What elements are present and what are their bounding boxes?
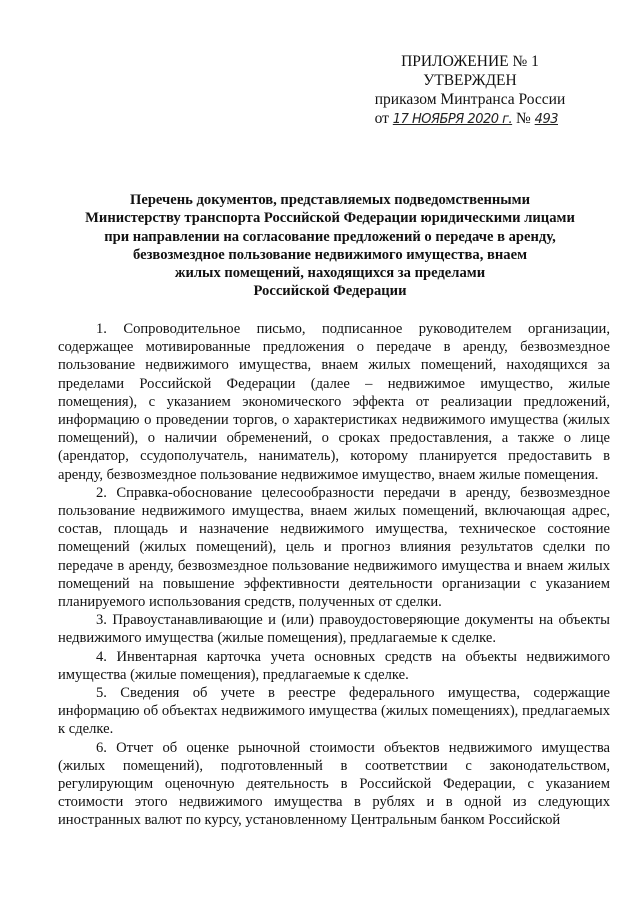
document-title (60, 191, 600, 301)
title-line: безвозмездное пользование недвижимого имущества, внаем (132, 246, 528, 263)
order-label: приказом Минтранса России (374, 91, 566, 108)
paragraph-4: 4. Инвентарная карточка учета основных средств на объекты недвижимого имущества (жилые помещения), предлагаемые к сделке. (58, 648, 610, 683)
paragraph-5: 5. Сведения об учете в реестре федерального имущества, содержащие информацию об объектах недвижимого имущества (жилых помещениях), предлагаемых к сделке. (58, 685, 610, 738)
order-date-line (360, 109, 580, 129)
document-body (58, 320, 610, 830)
date-prefix: от (374, 110, 389, 127)
paragraph-2: 2. Справка-обоснование целесообразности передачи в аренду, безвозмездное пользование недвижимого имущества, внаем жилых помещений, включающая адрес, состав, площадь и назначение недвижимого имущества, техническое состояние помещений (жилых помещений), цель и прогноз влияния результатов сделки по передаче в аренду, безвозмездное пользование недвижимого имущества и внаем жилых помещений на повышение эффективности деятельности организации с указанием планируемого использования средств, полученных от сделки. (58, 484, 610, 611)
paragraph-3: 3. Правоустанавливающие и (или) правоудостоверяющие документы на объекты недвижимого имущества (жилые помещения), предлагаемые к сделке. (58, 612, 610, 647)
approved-label: УТВЕРЖДЕН (423, 72, 517, 89)
title-line: Министерству транспорта Российской Федерации юридическими лицами (85, 210, 575, 227)
paragraph-1: 1. Сопроводительное письмо, подписанное руководителем организации, содержащее мотивированные предложения о передаче в аренду, безвозмездное пользование недвижимого имущества, внаем жилых помещений, находящихся за пределами Российской Федерации (далее – недвижимое имущество, жилые помещения), с указанием экономического эффекта от реализации предложений, информацию о проведении торгов, о характеристиках недвижимого имущества (жилых помещений), о наличии обременений, о сроках предоставления, а также о лице (арендатор, ссудополучатель, наниматель), которому планируется предоставить в аренду, безвозмездное пользование недвижимое имущество, внаем жилые помещения. (58, 321, 610, 483)
handwritten-date: 17 НОЯБРЯ 2020 г. (392, 112, 513, 127)
approval-header (360, 52, 580, 129)
appendix-label: ПРИЛОЖЕНИЕ № 1 (401, 53, 539, 70)
title-line: Перечень документов, представляемых подведомственными (129, 192, 531, 208)
title-line: при направлении на согласование предложений о передаче в аренду, (104, 228, 556, 245)
title-line: жилых помещений, находящихся за пределами (174, 265, 486, 282)
number-prefix: № (516, 110, 531, 127)
title-line: Российской Федерации (253, 283, 407, 300)
paragraph-6: 6. Отчет об оценке рыночной стоимости объектов недвижимого имущества (жилых помещений), подготовленный в соответствии с законодательством, регулирующим оценочную деятельность в Российской Федерации, с указанием стоимости этого недвижимого имущества в рублях и в одной из следующих иностранных валют по курсу, установленному Центральным банком Российской (58, 739, 610, 829)
handwritten-number: 493 (534, 112, 558, 127)
